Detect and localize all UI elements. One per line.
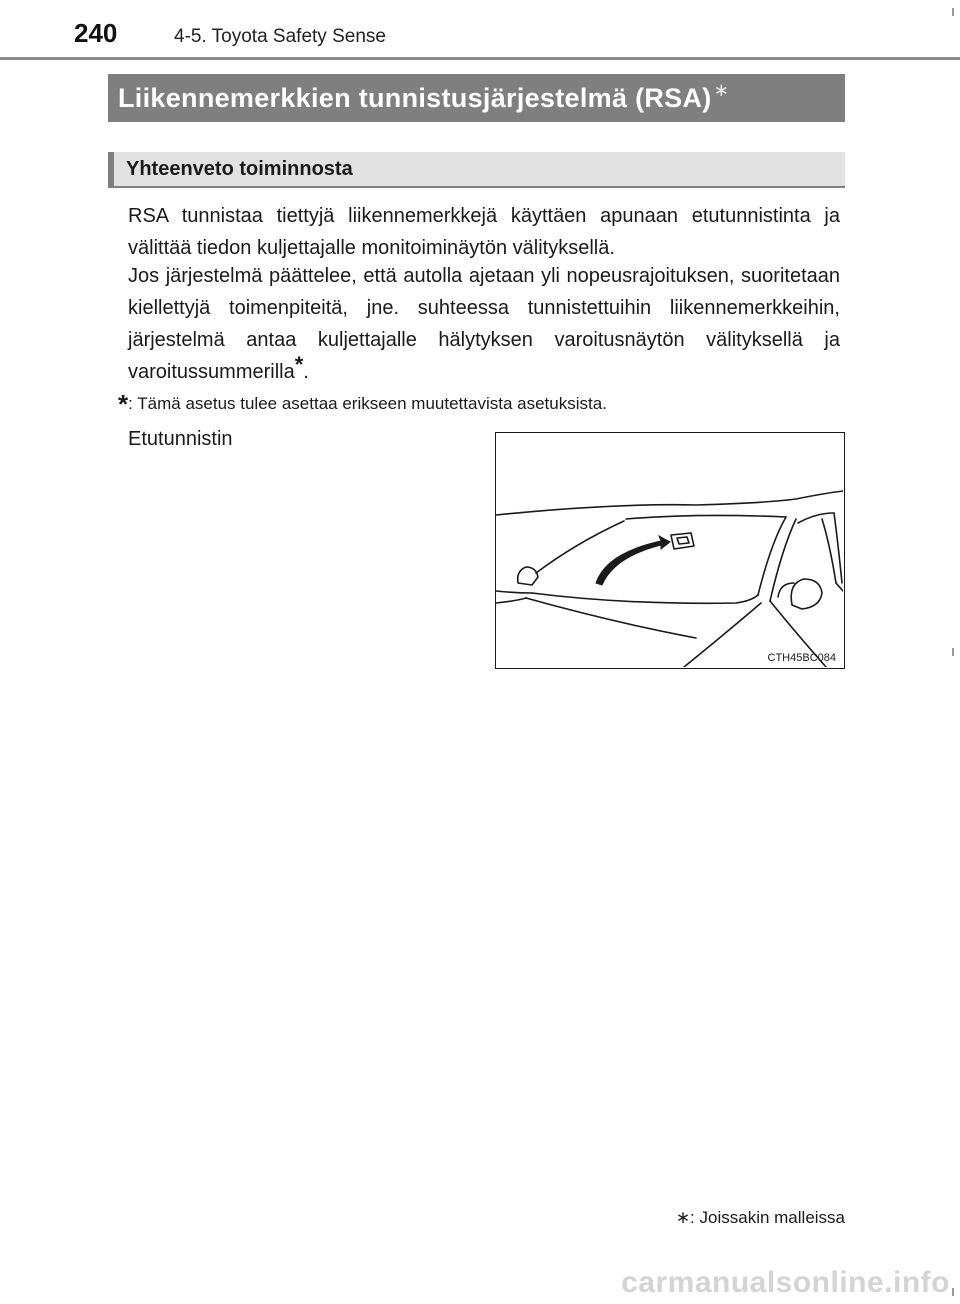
header-divider bbox=[0, 57, 960, 60]
watermark: carmanualsonline.info bbox=[621, 1266, 950, 1299]
page-edge-tick bbox=[952, 648, 954, 656]
section-header: 4-5. Toyota Safety Sense bbox=[174, 26, 386, 47]
paragraph-warning-asterisk: * bbox=[294, 352, 304, 377]
subheading-bar bbox=[108, 152, 845, 188]
note-asterisk: * bbox=[118, 389, 129, 419]
footnote: ∗: Joissakin malleissa bbox=[675, 1208, 845, 1227]
note-text: : Tämä asetus tulee asettaa erikseen muutettavista asetuksista. bbox=[128, 394, 607, 413]
page-number: 240 bbox=[74, 18, 118, 48]
paragraph-warning bbox=[128, 260, 840, 388]
settings-note bbox=[118, 389, 848, 420]
title-asterisk: ∗ bbox=[713, 80, 729, 100]
subheading-text: Yhteenveto toiminnosta bbox=[126, 157, 353, 180]
paragraph-summary: RSA tunnistaa tiettyjä liikennemerkkejä käyttäen apunaan etutunnistinta ja välittää tiedon kuljettajalle monitoiminäytön välityksellä. bbox=[128, 205, 840, 259]
page-title: Liikennemerkkien tunnistusjärjestelmä (RSA) bbox=[118, 82, 712, 113]
paragraph-warning-end: . bbox=[303, 361, 309, 383]
figure-caption: Etutunnistin bbox=[128, 428, 233, 450]
page-edge-tick bbox=[952, 1288, 954, 1296]
paragraph-warning-text: Jos järjestelmä päättelee, että autolla ajetaan yli nopeusrajoituksen, suoritetaan kiellettyjä toimenpiteitä, jne. suhteessa tunnistettuihin liikennemerkkeihin, järjestelmä antaa kuljettajalle hälytyksen varoitusnäytön välityksellä ja varoitussummerilla bbox=[128, 265, 840, 383]
windshield-sensor-figure bbox=[495, 432, 845, 669]
title-bar bbox=[108, 74, 845, 122]
figure-code: CTH45BC084 bbox=[767, 652, 836, 664]
page-edge-tick bbox=[952, 8, 954, 16]
windshield-sensor-illustration-icon bbox=[496, 433, 843, 667]
